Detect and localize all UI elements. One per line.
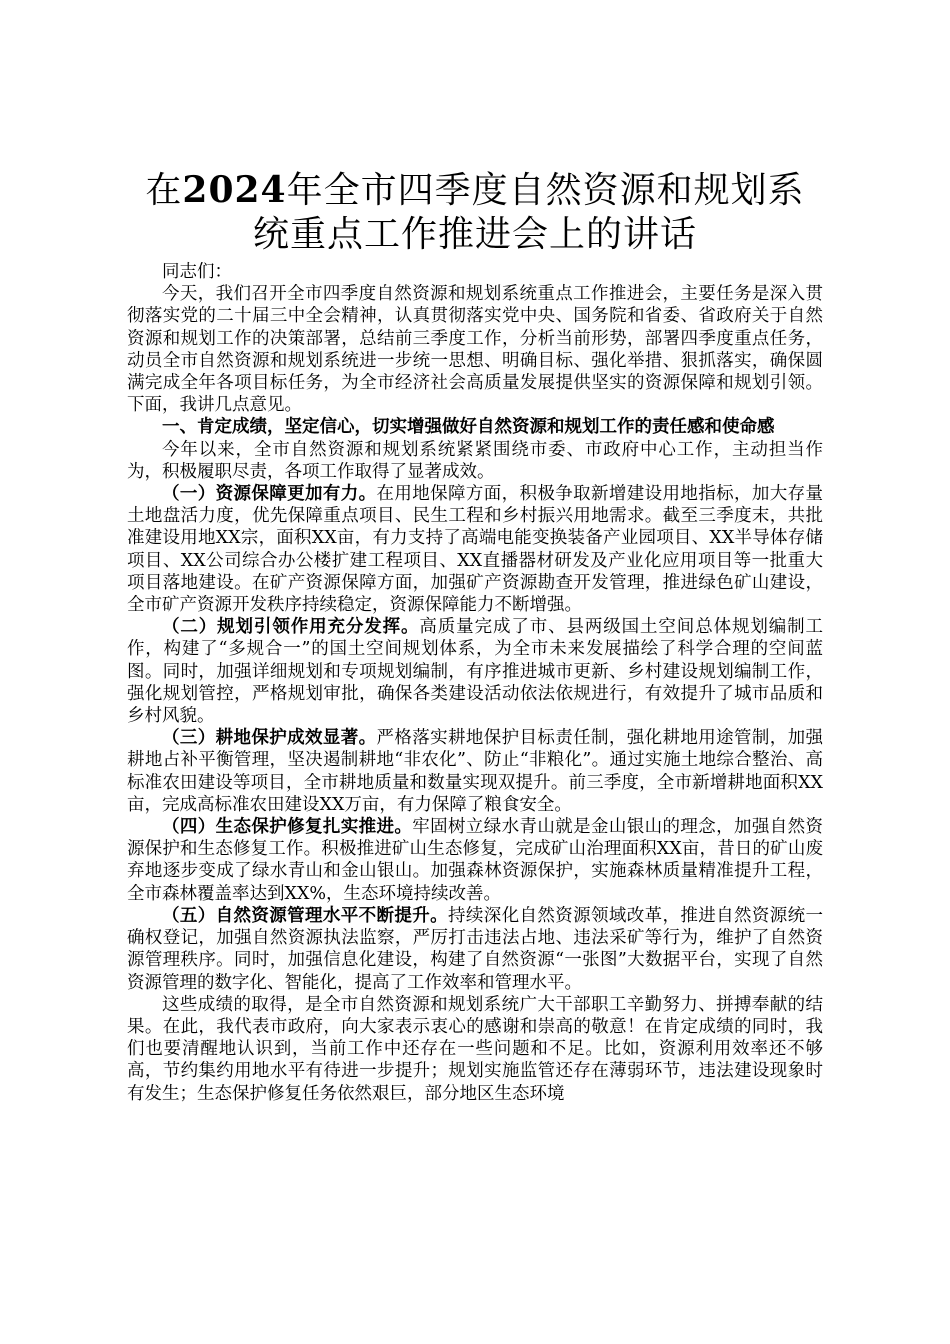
section-1-item-3 (127, 727, 823, 816)
section-1-heading: 一、肯定成绩，坚定信心，切实增强做好自然资源和规划工作的责任感和使命感 (162, 417, 775, 438)
item-2-text: 高质量完成了市、县两级国土空间总体规划编制工作，构建了“多规合一”的国土空间规划体系，为全市未来发展描绘了科学合理的空间蓝图。同时，加强详细规划和专项规划编制，有序推进城市更新、乡村建设规划编制工作，强化规划管控，严格规划审批，确保各类建设活动依法依规进行，有效提升了城市品质和乡村风貌。 (127, 617, 824, 727)
document-title (127, 168, 823, 257)
section-1-item-5 (127, 905, 823, 994)
intro-paragraph: 今天，我们召开全市四季度自然资源和规划系统重点工作推进会，主要任务是深入贯彻落实党的二十届三中全会精神，认真贯彻落实党中央、国务院和省委、省政府关于自然资源和规划工作的决策部署，总结前三季度工作，分析当前形势，部署四季度重点任务，动员全市自然资源和规划系统进一步统一思想、明确目标、强化举措、狠抓落实，确保圆满完成全年各项目标任务，为全市经济社会高质量发展提供坚实的资源保障和规划引领。下面，我讲几点意见。 (127, 284, 823, 416)
section-1-closing: 这些成绩的取得，是全市自然资源和规划系统广大干部职工辛勤努力、拼搏奉献的结果。在此，我代表市政府，向大家表示衷心的感谢和崇高的敬意！在肯定成绩的同时，我们也要清醒地认识到，当前工作中还存在一些问题和不足。比如，资源利用效率还不够高，节约集约用地水平有待进一步提升；规划实施监管还存在薄弱环节，违法建设现象时有发生；生态保护修复任务依然艰巨，部分地区生态环境 (127, 994, 823, 1104)
title-prefix: 在 (145, 170, 183, 211)
item-5-text: 持续深化自然资源领域改革，推进自然资源统一确权登记，加强自然资源执法监察，严厉打击违法占地、违法采矿等行为，维护了自然资源管理秩序。同时，加强信息化建设，构建了自然资源“一张图”大数据平台，实现了自然资源管理的数字化、智能化，提高了工作效率和管理水平。 (127, 905, 823, 993)
section-1-item-4 (127, 816, 823, 905)
item-4-lead: （四）生态保护修复扎实推进。 (162, 817, 413, 838)
section-1-opening: 今年以来，全市自然资源和规划系统紧紧围绕市委、市政府中心工作，主动担当作为，积极履职尽责，各项工作取得了显著成效。 (127, 439, 823, 482)
item-3-text: 严格落实耕地保护目标责任制，强化耕地用途管制，加强耕地占补平衡管理，坚决遏制耕地“非农化”、防止“非粮化”。通过实施土地综合整治、高标准农田建设等项目，全市耕地质量和数量实现双提升。前三季度，全市新增耕地面积XX亩，完成高标准农田建设XX万亩，有力保障了粮食安全。 (127, 728, 823, 815)
salutation: 同志们： (162, 262, 232, 282)
item-1-lead: （一）资源保障更加有力。 (162, 484, 377, 505)
title-year: 2024 (182, 169, 287, 211)
section-1-item-1 (127, 483, 823, 616)
item-3-lead: （三）耕地保护成效显著。 (162, 728, 377, 749)
item-1-text: 在用地保障方面，积极争取新增建设用地指标，加大存量土地盘活力度，优先保障重点项目、民生工程和乡村振兴用地需求。截至三季度末，共批准建设用地XX宗，面积XX亩，有力支持了高端电能变换装备产业园项目、XX半导体存储项目、XX公司综合办公楼扩建工程项目、XX直播器材研发及产业化应用项目等一批重大项目落地建设。在矿产资源保障方面，加强矿产资源勘查开发管理，推进绿色矿山建设，全市矿产资源开发秩序持续稳定，资源保障能力不断增强。 (127, 484, 823, 616)
item-2-lead: （二）规划引领作用充分发挥。 (162, 617, 420, 638)
item-4-text: 牢固树立绿水青山就是金山银山的理念，加强自然资源保护和生态修复工作。积极推进矿山生态修复，完成矿山治理面积XX亩，昔日的矿山废弃地逐步变成了绿水青山和金山银山。加强森林资源保护，实施森林质量精准提升工程，全市森林覆盖率达到XX%，生态环境持续改善。 (127, 817, 823, 904)
title-rest: 年全市四季度自然资源和规划系统重点工作推进会上的讲话 (252, 170, 805, 255)
section-1-item-2 (127, 616, 823, 727)
document-page (127, 168, 823, 1105)
item-5-lead: （五）自然资源管理水平不断提升。 (162, 905, 448, 926)
